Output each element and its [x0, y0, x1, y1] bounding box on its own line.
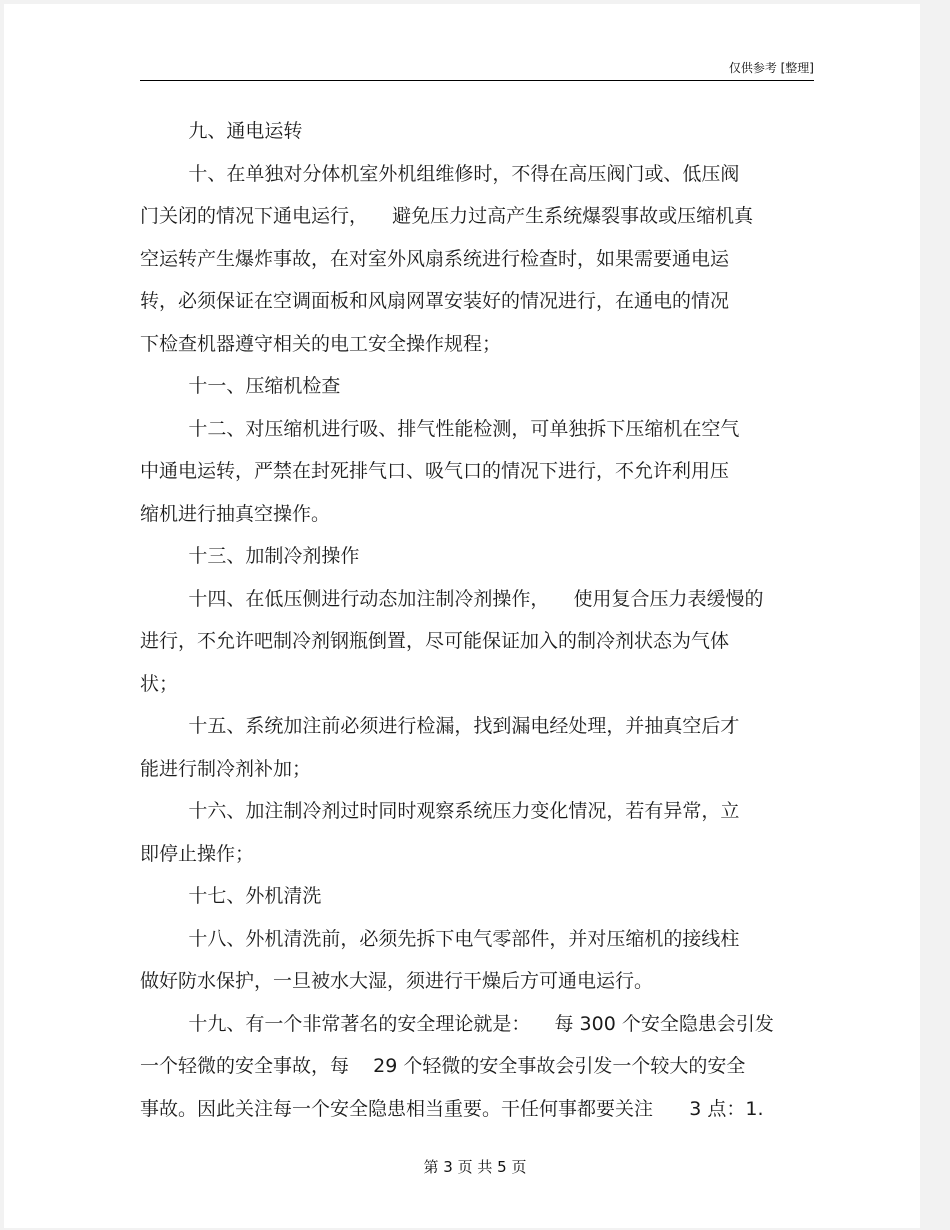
- header-text: 仅供参考 [整理]: [728, 61, 814, 75]
- text-line: 做好防水保护，一旦被水大湿，须进行干燥后方可通电运行。: [140, 970, 654, 992]
- document-body: [140, 110, 814, 1130]
- page-number: 第 3 页 共 5 页: [423, 1158, 527, 1176]
- text-line: 缩机进行抽真空操作。: [140, 502, 331, 525]
- text-line: 进行，不允许吧制冷剂钢瓶倒置，尽可能保证加入的制冷剂状态为气体: [140, 630, 730, 652]
- document-page: [4, 4, 920, 1228]
- text-line: 下检查机器遵守相关的电工安全操作规程；: [140, 332, 502, 355]
- text-line: 门关闭的情况下通电运行， 避免压力过高产生系统爆裂事故或压缩机真: [140, 205, 754, 227]
- page-header: [140, 60, 814, 81]
- text-line: 事故。因此关注每一个安全隐患相当重要。干任何事都要关注 3 点：1.: [140, 1097, 764, 1120]
- text-line: 十七、外机清洗: [140, 885, 322, 907]
- text-line: 状；: [140, 672, 179, 695]
- text-line: 十九、有一个非常著名的安全理论就是： 每 300 个安全隐患会引发: [140, 1012, 774, 1035]
- text-line: 十六、加注制冷剂过时同时观察系统压力变化情况，若有异常，立: [140, 800, 740, 822]
- text-line: 十一、压缩机检查: [140, 375, 341, 397]
- text-line: 十二、对压缩机进行吸、排气性能检测，可单独拆下压缩机在空气: [140, 417, 740, 440]
- text-line: 十五、系统加注前必须进行检漏，找到漏电经处理，并抽真空后才: [140, 715, 740, 737]
- text-line: 能进行制冷剂补加；: [140, 757, 312, 780]
- text-line: 转，必须保证在空调面板和风扇网罩安装好的情况进行，在通电的情况: [140, 290, 730, 312]
- text-line: 一个轻微的安全事故，每 29 个轻微的安全事故会引发一个较大的安全: [140, 1055, 746, 1077]
- text-line: 九、通电运转: [140, 120, 303, 142]
- text-line: 即停止操作；: [140, 842, 255, 865]
- text-line: 十三、加制冷剂操作: [140, 545, 360, 567]
- text-line: 十四、在低压侧进行动态加注制冷剂操作， 使用复合压力表缓慢的: [140, 587, 764, 610]
- page-footer: [0, 1156, 950, 1177]
- text-line: 中通电运转，严禁在封死排气口、吸气口的情况下进行，不允许利用压: [140, 460, 730, 482]
- text-line: 十、在单独对分体机室外机组维修时，不得在高压阀门或、低压阀: [140, 162, 740, 185]
- text-line: 十八、外机清洗前，必须先拆下电气零部件，并对压缩机的接线柱: [140, 927, 740, 950]
- text-line: 空运转产生爆炸事故，在对室外风扇系统进行检查时，如果需要通电运: [140, 247, 730, 270]
